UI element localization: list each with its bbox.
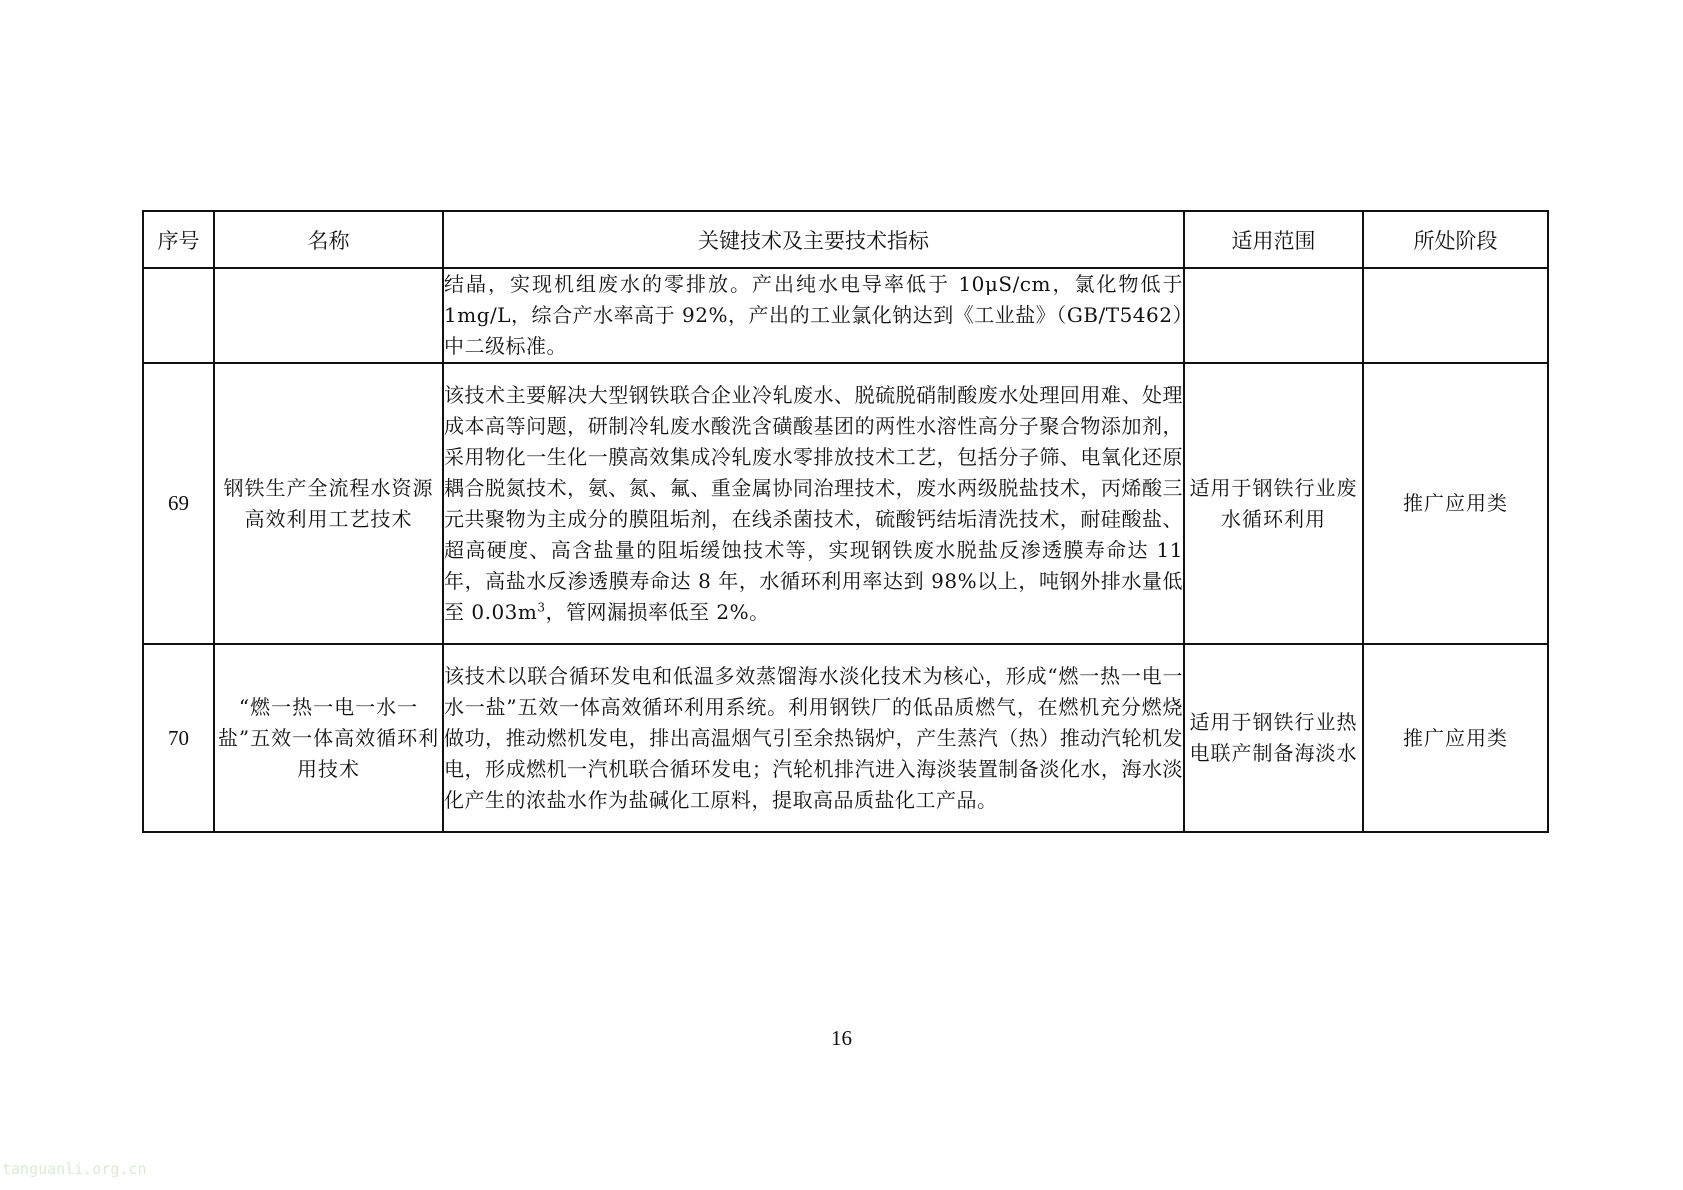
row-number <box>143 268 214 363</box>
page-number: 16 <box>831 1026 852 1050</box>
row-number: 70 <box>143 644 214 832</box>
header-name: 名称 <box>214 211 443 268</box>
superscript-exponent: 3 <box>537 599 546 614</box>
table-row <box>143 363 1548 644</box>
row-scope: 适用于钢铁行业热电联产制备海淡水 <box>1184 644 1363 832</box>
watermark: tanguanli.org.cn <box>2 1160 147 1178</box>
table-row <box>143 268 1548 363</box>
row-description: 结晶，实现机组废水的零排放。产出纯水电导率低于 10μS/cm，氯化物低于 1mg/L，综合产水率高于 92%，产出的工业氯化钠达到《工业盐》（GB/T5462）中二级标准。 <box>443 268 1184 363</box>
header-serial-number: 序号 <box>143 211 214 268</box>
row-description-tail: ，管网漏损率低至 2%。 <box>545 599 770 624</box>
row-description <box>443 363 1184 644</box>
row-description-text: 该技术主要解决大型钢铁联合企业冷轧废水、脱硫脱硝制酸废水处理回用难、处理成本高等问题，研制冷轧废水酸洗含磺酸基团的两性水溶性高分子聚合物添加剂，采用物化一生化一膜高效集成冷轧废水零排放技术工艺，包括分子筛、电氧化还原耦合脱氮技术，氨、氮、氟、重金属协同治理技术，废水两级脱盐技术，丙烯酸三元共聚物为主成分的膜阻垢剂，在线杀菌技术，硫酸钙结垢清洗技术，耐硅酸盐、超高硬度、高含盐量的阻垢缓蚀技术等，实现钢铁废水脱盐反渗透膜寿命达 11 年，高盐水反渗透膜寿命达 8 年，水循环利用率达到 98%以上，吨钢外排水量低至 0.03m <box>444 382 1183 624</box>
row-number: 69 <box>143 363 214 644</box>
header-key-technology: 关键技术及主要技术指标 <box>443 211 1184 268</box>
table-header-row <box>143 211 1548 268</box>
header-scope: 适用范围 <box>1184 211 1363 268</box>
row-name: “燃一热一电一水一盐”五效一体高效循环利用技术 <box>214 644 443 832</box>
table-row <box>143 644 1548 832</box>
row-description: 该技术以联合循环发电和低温多效蒸馏海水淡化技术为核心，形成“燃一热一电一水一盐”五效一体高效循环利用系统。利用钢铁厂的低品质燃气，在燃机充分燃烧做功，推动燃机发电，排出高温烟气引至余热锅炉，产生蒸汽（热）推动汽轮机发电，形成燃机一汽机联合循环发电；汽轮机排汽进入海淡装置制备淡化水，海水淡化产生的浓盐水作为盐碱化工原料，提取高品质盐化工产品。 <box>443 644 1184 832</box>
technology-table <box>142 210 1549 833</box>
row-name <box>214 268 443 363</box>
header-stage: 所处阶段 <box>1363 211 1548 268</box>
row-name: 钢铁生产全流程水资源高效利用工艺技术 <box>214 363 443 644</box>
row-stage: 推广应用类 <box>1363 363 1548 644</box>
row-scope: 适用于钢铁行业废水循环利用 <box>1184 363 1363 644</box>
row-stage: 推广应用类 <box>1363 644 1548 832</box>
row-stage <box>1363 268 1548 363</box>
row-scope <box>1184 268 1363 363</box>
